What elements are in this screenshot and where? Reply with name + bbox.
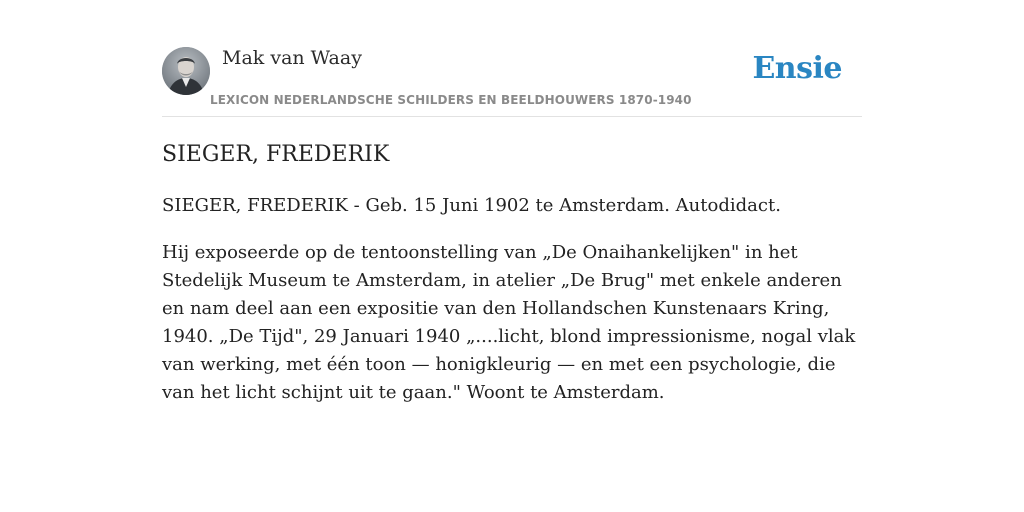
- article-body: [162, 192, 862, 426]
- author-name[interactable]: Mak van Waay: [222, 47, 362, 69]
- author-avatar[interactable]: [162, 47, 210, 95]
- ensie-logo[interactable]: Ensie: [752, 51, 842, 86]
- source-label[interactable]: LEXICON NEDERLANDSCHE SCHILDERS EN BEELDHOUWERS 1870-1940: [210, 93, 692, 107]
- article-title: SIEGER, FREDERIK: [162, 142, 390, 167]
- article-paragraph-2: Hij exposeerde op de tentoonstelling van „De Onaihankelijken" in het Stedelijk Museum te Amsterdam, in atelier „De Brug" met enkele anderen en nam deel aan een expositie van den Hollandschen Kunstenaars Kring, 1940. „De Tijd", 29 Januari 1940 „....licht, blond impressionisme, nogal vlak van werking, met één toon — honigkleurig — en met een psychologie, die van het licht schijnt uit te gaan." Woont te Amsterdam.: [162, 242, 856, 403]
- portrait-image: [162, 47, 210, 95]
- header: [162, 46, 862, 117]
- article-paragraph-1: SIEGER, FREDERIK - Geb. 15 Juni 1902 te Amsterdam. Autodidact.: [162, 195, 781, 216]
